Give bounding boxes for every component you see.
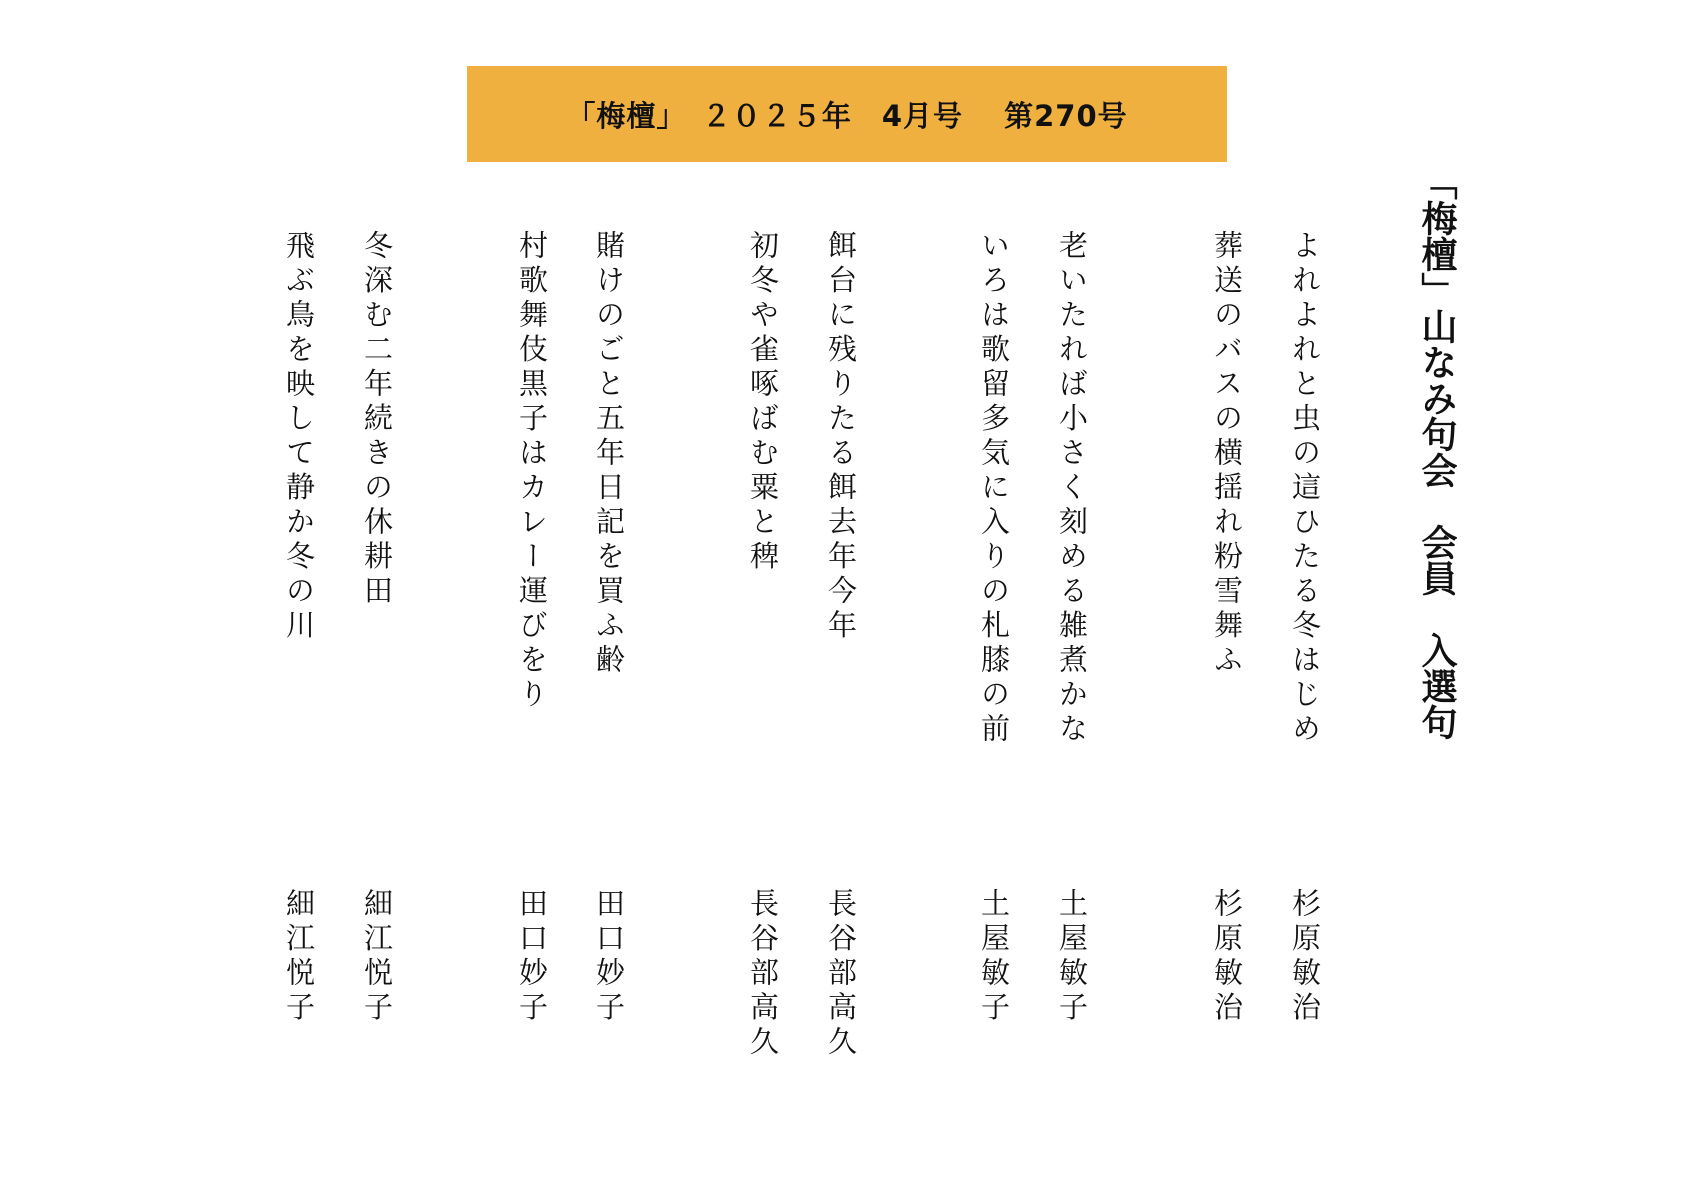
haiku-author-7: 田口妙子 bbox=[592, 888, 626, 1026]
haiku-author-6: 長谷部高久 bbox=[746, 888, 780, 1061]
haiku-4: いろは歌留多気に入りの札膝の前 bbox=[977, 230, 1011, 748]
haiku-author-1: 杉原敏治 bbox=[1288, 888, 1322, 1026]
haiku-author-2: 杉原敏治 bbox=[1210, 888, 1244, 1026]
haiku-author-9: 細江悦子 bbox=[360, 888, 394, 1026]
haiku-5: 餌台に残りたる餌去年今年 bbox=[824, 230, 858, 644]
haiku-1: よれよれと虫の這ひたる冬はじめ bbox=[1288, 230, 1322, 748]
haiku-author-3: 土屋敏子 bbox=[1055, 888, 1089, 1026]
haiku-2: 葬送のバスの横揺れ粉雪舞ふ bbox=[1210, 230, 1244, 679]
haiku-9: 冬深む二年続きの休耕田 bbox=[360, 230, 394, 610]
haiku-author-10: 細江悦子 bbox=[282, 888, 316, 1026]
header-banner bbox=[467, 66, 1227, 162]
haiku-8: 村歌舞伎黒子はカレー運びをり bbox=[515, 230, 549, 713]
haiku-6: 初冬や雀啄ばむ粟と稗 bbox=[746, 230, 780, 575]
section-title: 「梅檀」山なみ句会 会員 入選句 bbox=[1416, 164, 1457, 740]
haiku-10: 飛ぶ鳥を映して静か冬の川 bbox=[282, 230, 316, 644]
haiku-author-5: 長谷部高久 bbox=[824, 888, 858, 1061]
haiku-3: 老いたれば小さく刻める雑煮かな bbox=[1055, 230, 1089, 748]
haiku-author-8: 田口妙子 bbox=[515, 888, 549, 1026]
haiku-author-4: 土屋敏子 bbox=[977, 888, 1011, 1026]
haiku-7: 賭けのごと五年日記を買ふ齢 bbox=[592, 230, 626, 679]
issue-title: 「梅檀」 ２０２５年 4月号 第270号 bbox=[566, 98, 1128, 133]
